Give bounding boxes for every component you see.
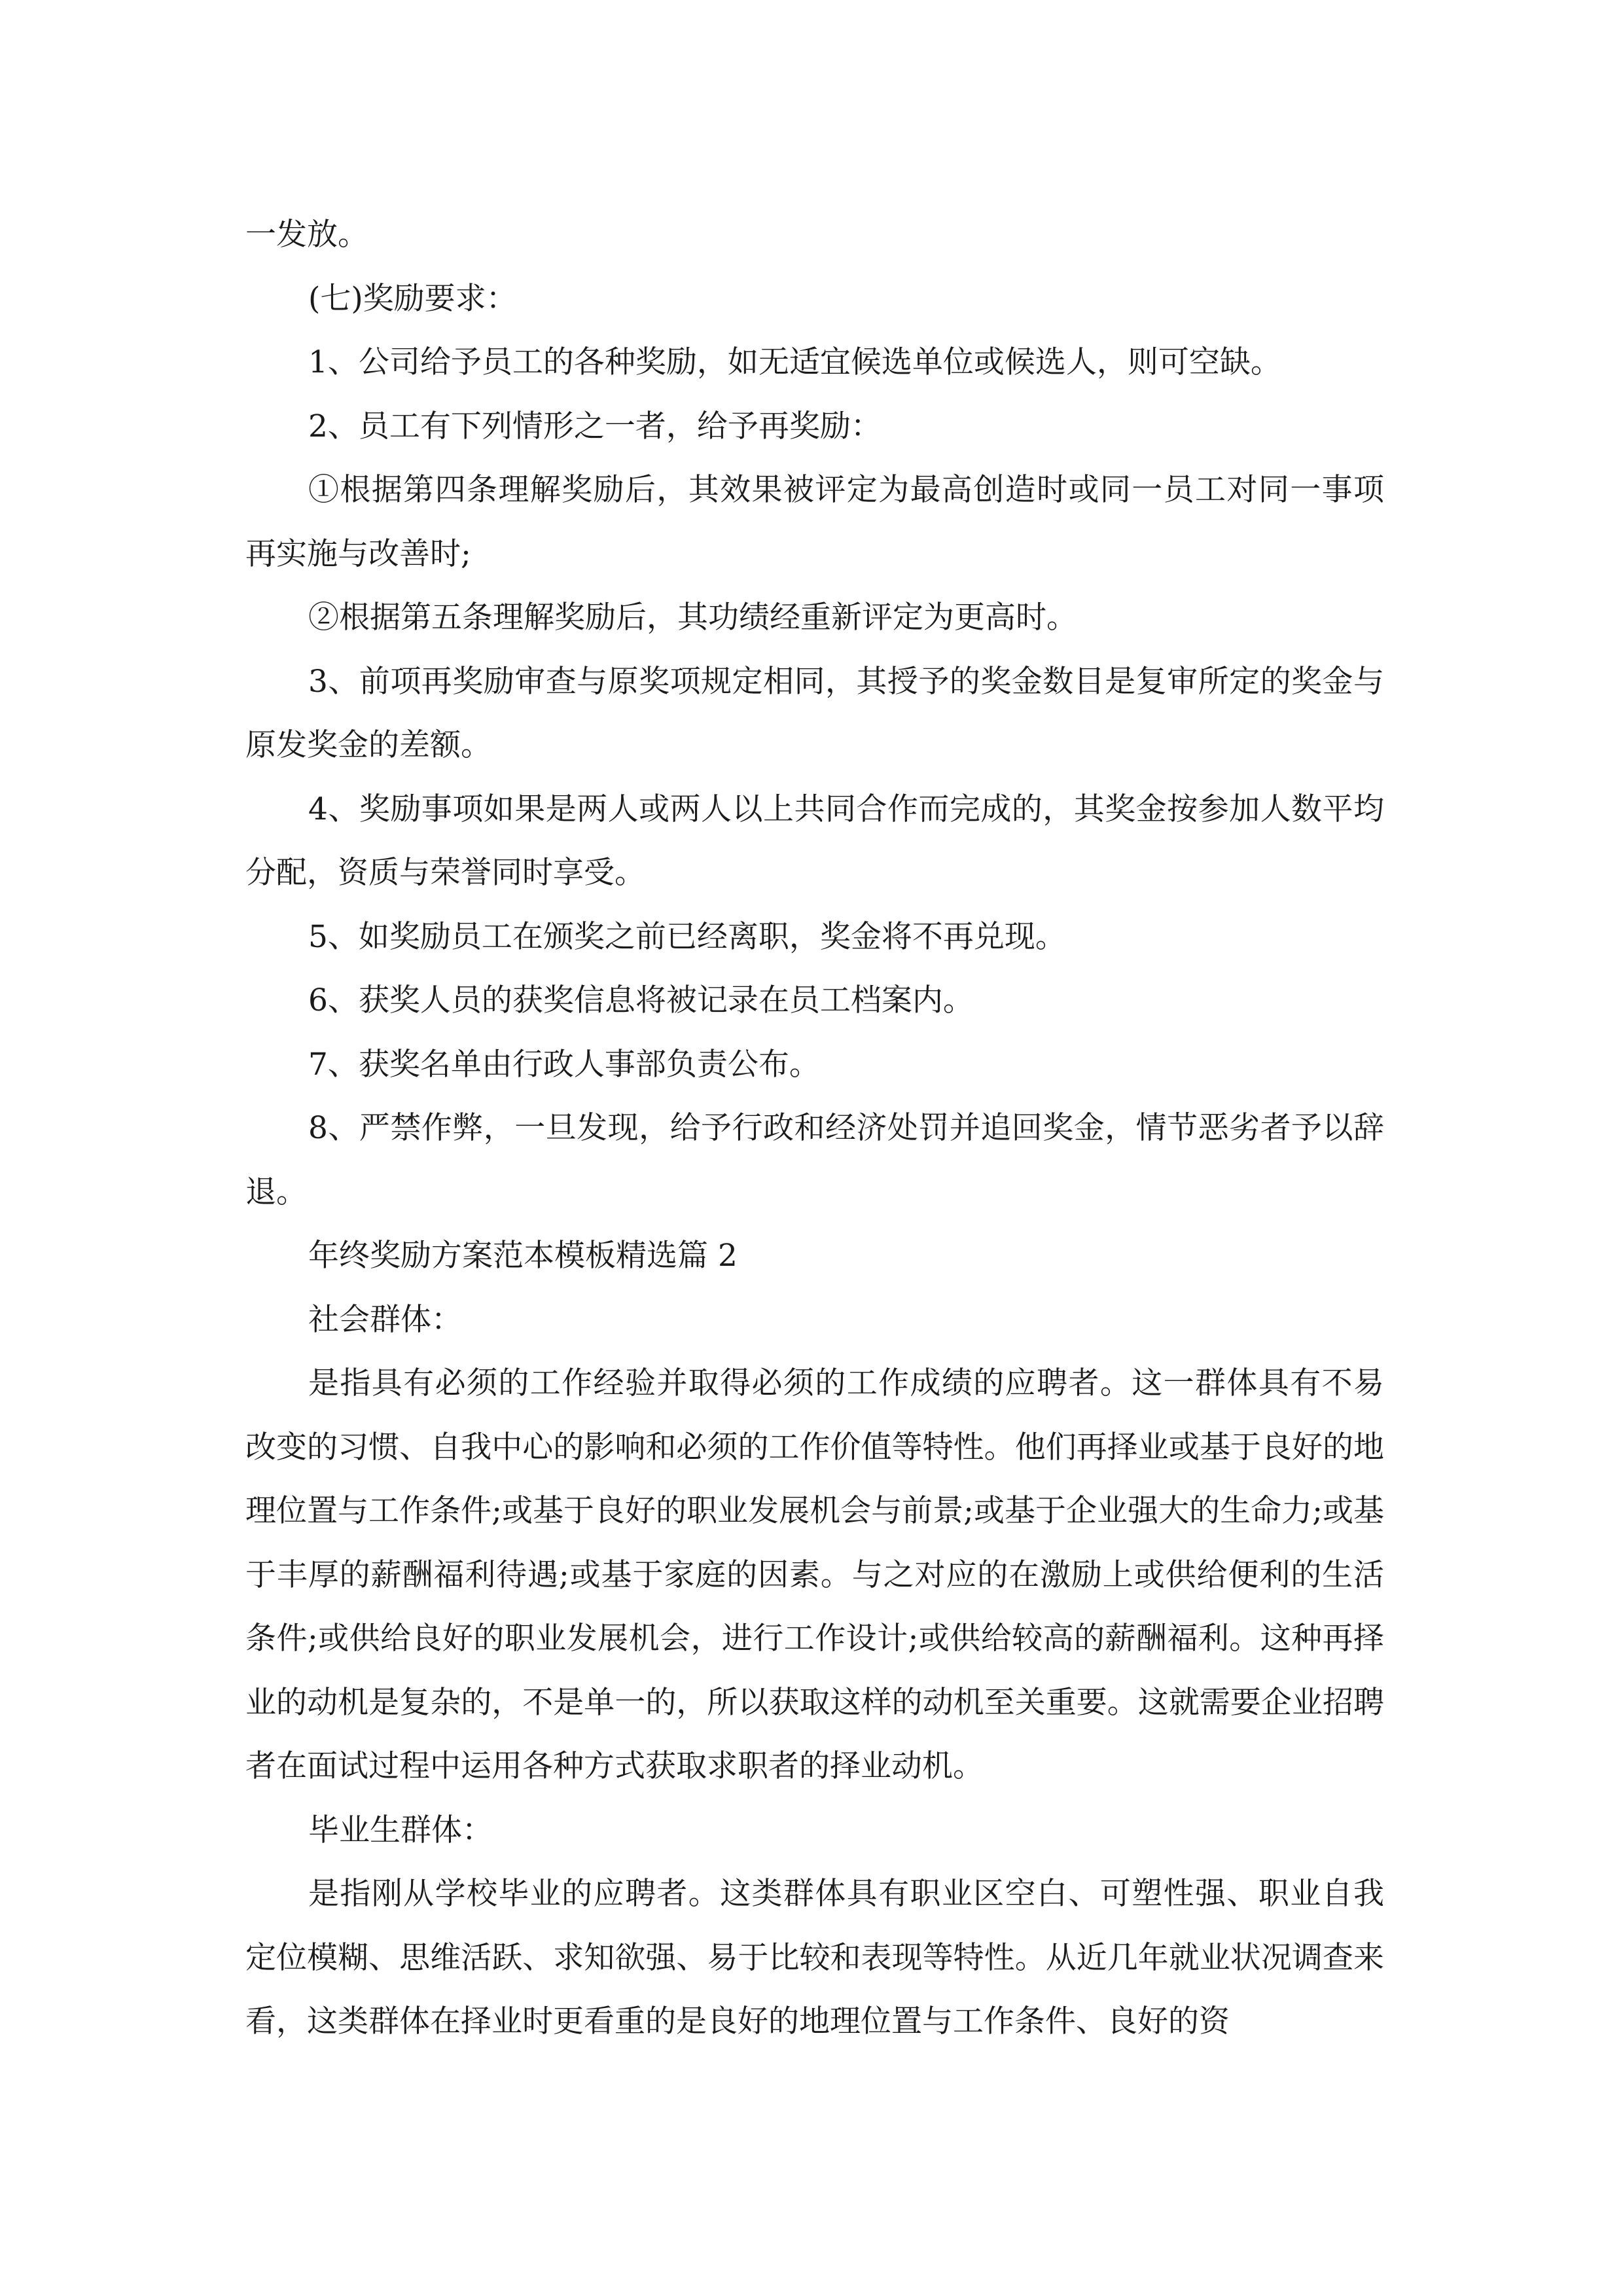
paragraph-item-7: 7、获奖名单由行政人事部负责公布。 bbox=[308, 1046, 820, 1083]
paragraph-item-1: 1、公司给予员工的各种奖励，如无适宜候选单位或候选人，则可空缺。 bbox=[308, 344, 1281, 380]
paragraph-subitem-2: ②根据第五条理解奖励后，其功绩经重新评定为更高时。 bbox=[308, 600, 1077, 636]
paragraph-subitem-1: ①根据第四条理解奖励后，其效果被评定为最高创造时或同一员工对同一事项再实施与改善时; bbox=[245, 472, 1384, 572]
document-body bbox=[245, 203, 1384, 2054]
paragraph-item-8: 8、严禁作弊，一旦发现，给予行政和经济处罚并追回奖金，情节恶劣者予以辞退。 bbox=[245, 1110, 1384, 1210]
paragraph-item-2: 2、员工有下列情形之一者，给予再奖励： bbox=[308, 408, 882, 444]
section-title-part-2: 年终奖励方案范本模板精选篇 2 bbox=[308, 1238, 738, 1274]
paragraph-social-group: 是指具有必须的工作经验并取得必须的工作成绩的应聘者。这一群体具有不易改变的习惯、自我中心的影响和必须的工作价值等特性。他们再择业或基于良好的地理位置与工作条件;或基于良好的职业发展机会与前景;或基于企业强大的生命力;或基于丰厚的薪酬福利待遇;或基于家庭的因素。与之对应的在激励上或供给便利的生活条件;或供给良好的职业发展机会，进行工作设计;或供给较高的薪酬福利。这种再择业的动机是复杂的，不是单一的，所以获取这样的动机至关重要。这就需要企业招聘者在面试过程中运用各种方式获取求职者的择业动机。 bbox=[245, 1365, 1384, 1784]
paragraph-item-5: 5、如奖励员工在颁奖之前已经离职，奖金将不再兑现。 bbox=[308, 918, 1066, 955]
subheading-graduate-group: 毕业生群体： bbox=[308, 1812, 493, 1848]
section-heading-reward-requirements: (七)奖励要求： bbox=[308, 280, 517, 317]
paragraph-item-6: 6、获奖人员的获奖信息将被记录在员工档案内。 bbox=[308, 982, 974, 1018]
paragraph-item-3: 3、前项再奖励审查与原奖项规定相同，其授予的奖金数目是复审所定的奖金与原发奖金的差额。 bbox=[245, 663, 1384, 763]
paragraph-graduate-group: 是指刚从学校毕业的应聘者。这类群体具有职业区空白、可塑性强、职业自我定位模糊、思维活跃、求知欲强、易于比较和表现等特性。从近几年就业状况调查来看，这类群体在择业时更看重的是良好的地理位置与工作条件、良好的资 bbox=[245, 1876, 1384, 2039]
subheading-social-group: 社会群体： bbox=[308, 1301, 462, 1338]
paragraph-continuation: 一发放。 bbox=[245, 217, 368, 253]
paragraph-item-4: 4、奖励事项如果是两人或两人以上共同合作而完成的，其奖金按参加人数平均分配，资质与荣誉同时享受。 bbox=[245, 791, 1384, 891]
